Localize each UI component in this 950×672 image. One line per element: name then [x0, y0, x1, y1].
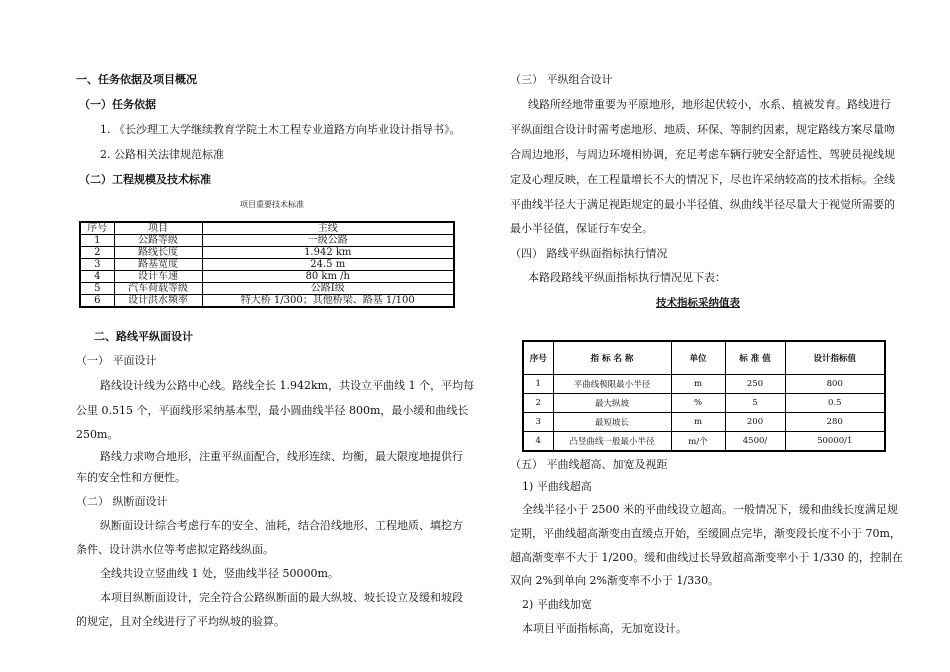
table-cell: 80 km /h — [202, 271, 454, 283]
subsection-heading-indicators: （四） 路线平纵面指标执行情况 — [510, 247, 668, 260]
table-row — [80, 247, 454, 259]
table-cell: m — [671, 375, 725, 394]
paragraph-line: 线路所经地带重要为平原地形，地形起伏较小，水系、植被发育。路线进行 — [528, 98, 891, 111]
paragraph-line: 公里 0.515 个，平面线形采纳基本型，最小圆曲线半径 800m，最小缓和曲线长 — [76, 404, 469, 417]
table-cell: 汽车荷载等级 — [114, 283, 202, 295]
paragraph-line: 纵断面设计综合考虑行车的安全、油耗，结合沿线地形、工程地质、填挖方 — [100, 519, 463, 532]
table-header-row — [523, 341, 885, 375]
table-cell: m/个 — [671, 432, 725, 452]
table-header-cell: 序号 — [523, 341, 553, 375]
basis-item-2: 2. 公路相关法律规范标准 — [100, 148, 224, 161]
table-header-cell: 单位 — [671, 341, 725, 375]
subsection-heading-plan: （一） 平面设计 — [76, 354, 157, 367]
paragraph-line: 双向 2%到单向 2%渐变率不小于 1/330。 — [510, 574, 720, 587]
paragraph-line: 定期，平曲线超高渐变由直缓点开始，至缓圆点完毕，渐变段长度不小于 70m， — [510, 527, 901, 540]
paragraph-line: 本项目纵断面设计，完全符合公路纵断面的最大纵坡、坡长设立及缓和坡段 — [100, 591, 463, 604]
table-cell: 50000/1 — [785, 432, 885, 452]
paragraph-line: 平曲线半径大于满足视距规定的最小半径值、纵曲线半径尽量大于视觉所需要的 — [510, 198, 895, 211]
table-header-cell: 设计指标值 — [785, 341, 885, 375]
subsection-heading-superelevation: （五） 平曲线超高、加宽及视距 — [510, 458, 668, 471]
paragraph-line: 最小半径值，保证行车安全。 — [510, 222, 653, 235]
table-cell: 最大纵坡 — [553, 394, 671, 413]
table-cell: 4 — [523, 432, 553, 452]
subsection-heading-scale: （二）工程规模及技术标准 — [79, 173, 211, 186]
table-cell: 公路Ⅰ级 — [202, 283, 454, 295]
table1-caption: 项目重要技术标准 — [240, 200, 304, 209]
table-cell: % — [671, 394, 725, 413]
paragraph-line: 全线半径小于 2500 米的平曲线设立超高。一般情况下，缓和曲线长度满足规 — [522, 503, 898, 516]
subsection-heading-profile: （二） 纵断面设计 — [76, 495, 168, 508]
paragraph-line: 路线设计线为公路中心线。路线全长 1.942km，共设立平曲线 1 个，平均每 — [100, 379, 475, 392]
table-row — [523, 413, 885, 432]
table-cell: 公路等级 — [114, 235, 202, 247]
paragraph-line: 条件、设计洪水位等考虑拟定路线纵面。 — [76, 543, 274, 556]
table-cell: 1.942 km — [202, 247, 454, 259]
section-heading-2: 二、路线平纵面设计 — [94, 330, 193, 343]
paragraph-line: 平纵面组合设计时需考虑地形、地质、环保、等制约因素，规定路线方案尽量吻 — [510, 123, 895, 136]
table-row — [523, 394, 885, 413]
table-row — [80, 283, 454, 295]
table-cell: 5 — [80, 283, 114, 295]
table-row — [523, 432, 885, 452]
table-header-row — [80, 222, 454, 235]
basis-item-1: 1. 《长沙理工大学继续教育学院土木工程专业道路方向毕业设计指导书》。 — [100, 123, 461, 136]
subheading-widening: 2) 平曲线加宽 — [522, 598, 592, 611]
table-row — [80, 271, 454, 283]
table-cell: 一级公路 — [202, 235, 454, 247]
table-cell: m — [671, 413, 725, 432]
table-cell: 1 — [80, 235, 114, 247]
table-cell: 800 — [785, 375, 885, 394]
paragraph-line: 定及心理反映，在工程量增长不大的情况下，尽也许采纳较高的技术指标。全线 — [510, 173, 895, 186]
table-cell: 24.5 m — [202, 259, 454, 271]
section-heading-1: 一、任务依据及项目概况 — [76, 73, 197, 86]
table2-title: 技术指标采纳值表 — [656, 297, 740, 309]
table-header-cell: 项目 — [114, 222, 202, 235]
paragraph-line: 车的安全性和方便性。 — [76, 471, 186, 484]
table-cell: 0.5 — [785, 394, 885, 413]
table-cell: 200 — [725, 413, 785, 432]
table-cell: 设计车速 — [114, 271, 202, 283]
paragraph-line: 250m。 — [76, 428, 119, 441]
paragraph-line: 超高渐变率不大于 1/200。缓和曲线过长导致超高渐变率小于 1/330 的，控制在 — [510, 551, 903, 564]
table-cell: 平曲线极限最小半径 — [553, 375, 671, 394]
table-header-cell: 主线 — [202, 222, 454, 235]
table-row — [523, 375, 885, 394]
tech-standards-table — [79, 221, 455, 308]
table-cell: 3 — [523, 413, 553, 432]
table-cell: 250 — [725, 375, 785, 394]
table-cell: 最短坡长 — [553, 413, 671, 432]
table-cell: 3 — [80, 259, 114, 271]
table-header-cell: 标 准 值 — [725, 341, 785, 375]
table-cell: 280 — [785, 413, 885, 432]
table-cell: 4 — [80, 271, 114, 283]
table-cell: 设计洪水频率 — [114, 295, 202, 308]
table-header-cell: 指 标 名 称 — [553, 341, 671, 375]
table-cell: 6 — [80, 295, 114, 308]
table-header-cell: 序号 — [80, 222, 114, 235]
paragraph-line: 本项目平面指标高，无加宽设计。 — [522, 622, 687, 635]
table-cell: 凸竖曲线一般最小半径 — [553, 432, 671, 452]
paragraph-line: 路线力求吻合地形，注重平纵面配合，线形连续、均衡，最大限度地提供行 — [100, 450, 463, 463]
table-cell: 2 — [523, 394, 553, 413]
paragraph-line: 合周边地形，与周边环境相协调，充足考虑车辆行驶安全舒适性、驾驶员视线规 — [510, 148, 895, 161]
table-cell: 1 — [523, 375, 553, 394]
table-cell: 路基宽度 — [114, 259, 202, 271]
table-row — [80, 235, 454, 247]
paragraph-line: 本路段路线平纵面指标执行情况见下表： — [528, 271, 726, 284]
table-row — [80, 295, 454, 308]
table-cell: 4500/ — [725, 432, 785, 452]
table-cell: 5 — [725, 394, 785, 413]
table-row — [80, 259, 454, 271]
table-cell: 2 — [80, 247, 114, 259]
subsection-heading-task-basis: （一）任务依据 — [79, 98, 156, 111]
paragraph-line: 全线共设立竖曲线 1 处，竖曲线半径 50000m。 — [100, 567, 339, 580]
subheading-superelevation: 1) 平曲线超高 — [522, 480, 592, 493]
table-cell: 特大桥 1/300；其他桥梁、路基 1/100 — [202, 295, 454, 308]
paragraph-line: 的规定，且对全线进行了平均纵坡的验算。 — [76, 615, 285, 628]
subsection-heading-combination: （三） 平纵组合设计 — [510, 73, 613, 86]
table-cell: 路线长度 — [114, 247, 202, 259]
tech-indicators-table — [522, 340, 886, 452]
